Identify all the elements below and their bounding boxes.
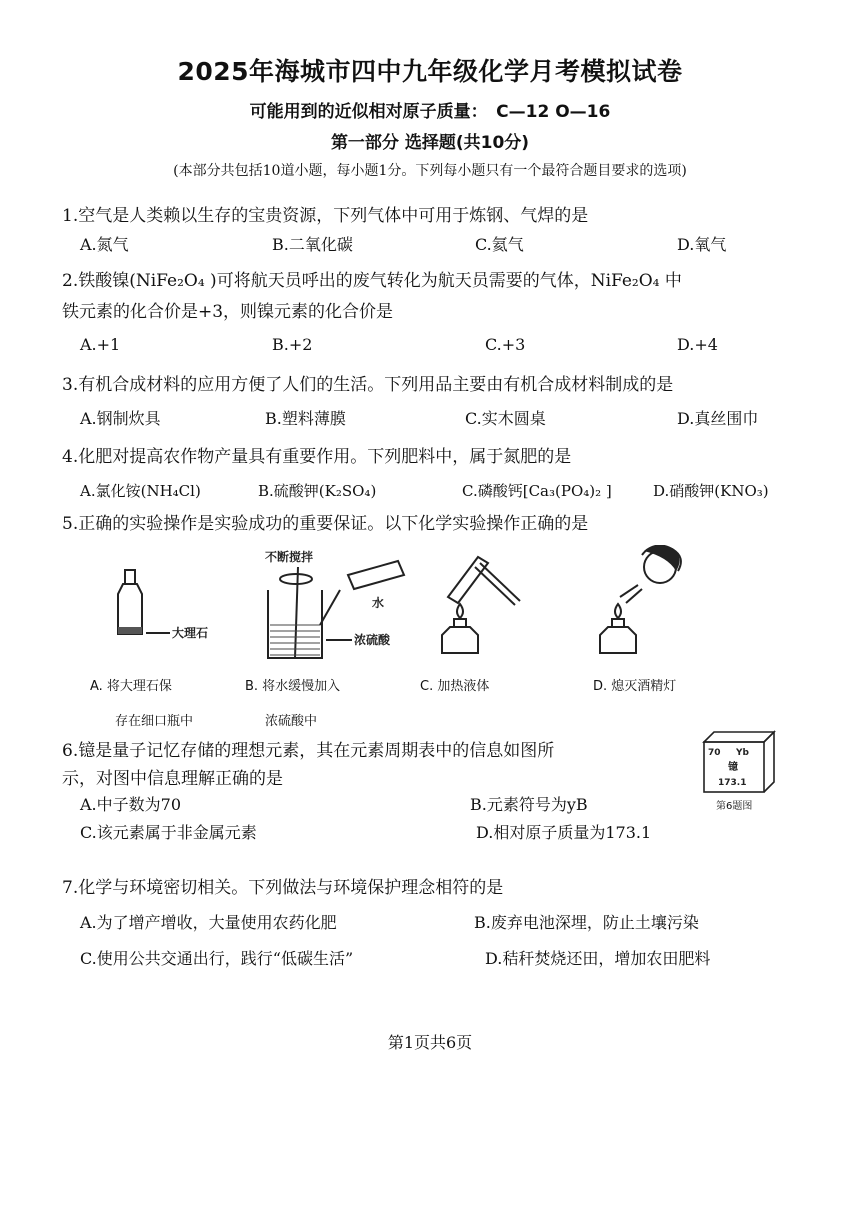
q2-option-d: D.+4 — [677, 335, 718, 354]
q3-option-a: A.钢制炊具 — [80, 409, 161, 428]
q7-option-c: C.使用公共交通出行，践行“低碳生活” — [80, 949, 354, 968]
q2-option-a: A.+1 — [80, 335, 121, 354]
q1-option-c: C.氦气 — [475, 235, 524, 254]
q5-caption-b: B. 将水缓慢加入 — [245, 679, 341, 694]
reagent-bottle-drawing — [118, 570, 170, 634]
q5-caption-b-line2: 浓硫酸中 — [265, 714, 318, 729]
element-atomic-number: 70 — [708, 748, 721, 758]
q7-option-a: A.为了增产增收，大量使用农药化肥 — [80, 913, 337, 932]
question-4-stem: 4.化肥对提高农作物产量具有重要作用。下列肥料中，属于氮肥的是 — [62, 447, 572, 467]
q2-option-b: B.+2 — [272, 335, 313, 354]
question-6-stem-line-1: 6.镱是量子记忆存储的理想元素，其在元素周期表中的信息如图所 — [62, 741, 555, 761]
atomic-mass-line: 可能用到的近似相对原子质量： C—12 O—16 — [249, 102, 611, 122]
q5-caption-d: D. 熄灭酒精灯 — [593, 679, 677, 694]
q4-option-a: A.氯化铵(NH₄Cl) — [80, 482, 201, 500]
section-heading: 第一部分 选择题(共10分) — [330, 133, 530, 153]
q5-caption-a-line2: 存在细口瓶中 — [115, 714, 194, 729]
element-card-caption: 第6题图 — [716, 801, 753, 812]
q7-option-d: D.秸秆焚烧还田，增加农田肥料 — [485, 949, 711, 968]
q5-caption-c: C. 加热液体 — [420, 679, 490, 694]
page-title: 2025年海城市四中九年级化学月考模拟试卷 — [177, 57, 683, 86]
q6-option-d: D.相对原子质量为173.1 — [476, 823, 652, 842]
q1-option-b: B.二氧化碳 — [272, 235, 353, 254]
q6-option-c: C.该元素属于非金属元素 — [80, 823, 257, 842]
q6-option-b: B.元素符号为yB — [470, 795, 588, 814]
element-mass: 173.1 — [718, 778, 747, 788]
question-5-stem: 5.正确的实验操作是实验成功的重要保证。以下化学实验操作正确的是 — [62, 514, 589, 534]
q3-option-d: D.真丝围巾 — [677, 409, 759, 428]
q3-option-b: B.塑料薄膜 — [265, 409, 346, 428]
q4-option-c: C.磷酸钙[Ca₃(PO₄)₂ ] — [462, 482, 612, 500]
section-instructions: (本部分共包括10道小题，每小题1分。下列每小题只有一个最符合题目要求的选项) — [173, 163, 687, 179]
marble-chips — [118, 627, 142, 634]
q5-caption-a: A. 将大理石保 — [90, 679, 172, 694]
q5-figure — [90, 545, 730, 675]
question-2-stem-line-2: 铁元素的化合价是+3，则镍元素的化合价是 — [62, 302, 394, 322]
q6-option-a: A.中子数为70 — [80, 795, 182, 814]
question-7-stem: 7.化学与环境密切相关。下列做法与环境保护理念相符的是 — [62, 878, 504, 898]
label-water: 水 — [372, 596, 385, 610]
q7-option-b: B.废弃电池深埋，防止土壤污染 — [474, 913, 699, 932]
element-name: 镱 — [728, 762, 738, 773]
question-2-stem-line-1: 2.铁酸镍(NiFe₂O₄ )可将航天员呼出的废气转化为航天员需要的气体，NiFe₂O₄ 中 — [62, 271, 682, 291]
test-tube-heating-drawing — [442, 557, 520, 653]
label-marble: 大理石 — [172, 626, 209, 640]
element-symbol: Yb — [736, 748, 749, 758]
label-sulfuric-acid: 浓硫酸 — [354, 633, 391, 647]
hair-fill — [644, 545, 680, 571]
q3-option-c: C.实木圆桌 — [465, 409, 546, 428]
q4-option-b: B.硫酸钾(K₂SO₄) — [258, 482, 377, 500]
q1-option-d: D.氧气 — [677, 235, 727, 254]
question-6-stem-line-2: 示，对图中信息理解正确的是 — [62, 769, 283, 789]
question-1-stem: 1.空气是人类赖以生存的宝贵资源，下列气体中可用于炼钢、气焊的是 — [62, 206, 589, 226]
element-card — [702, 728, 780, 800]
q2-option-c: C.+3 — [485, 335, 526, 354]
q1-option-a: A.氮气 — [80, 235, 129, 254]
page-footer: 第1页共6页 — [387, 1033, 473, 1052]
q4-option-d: D.硝酸钾(KNO₃) — [653, 482, 769, 500]
label-stir: 不断搅拌 — [265, 550, 314, 564]
question-3-stem: 3.有机合成材料的应用方便了人们的生活。下列用品主要由有机合成材料制成的是 — [62, 375, 674, 395]
